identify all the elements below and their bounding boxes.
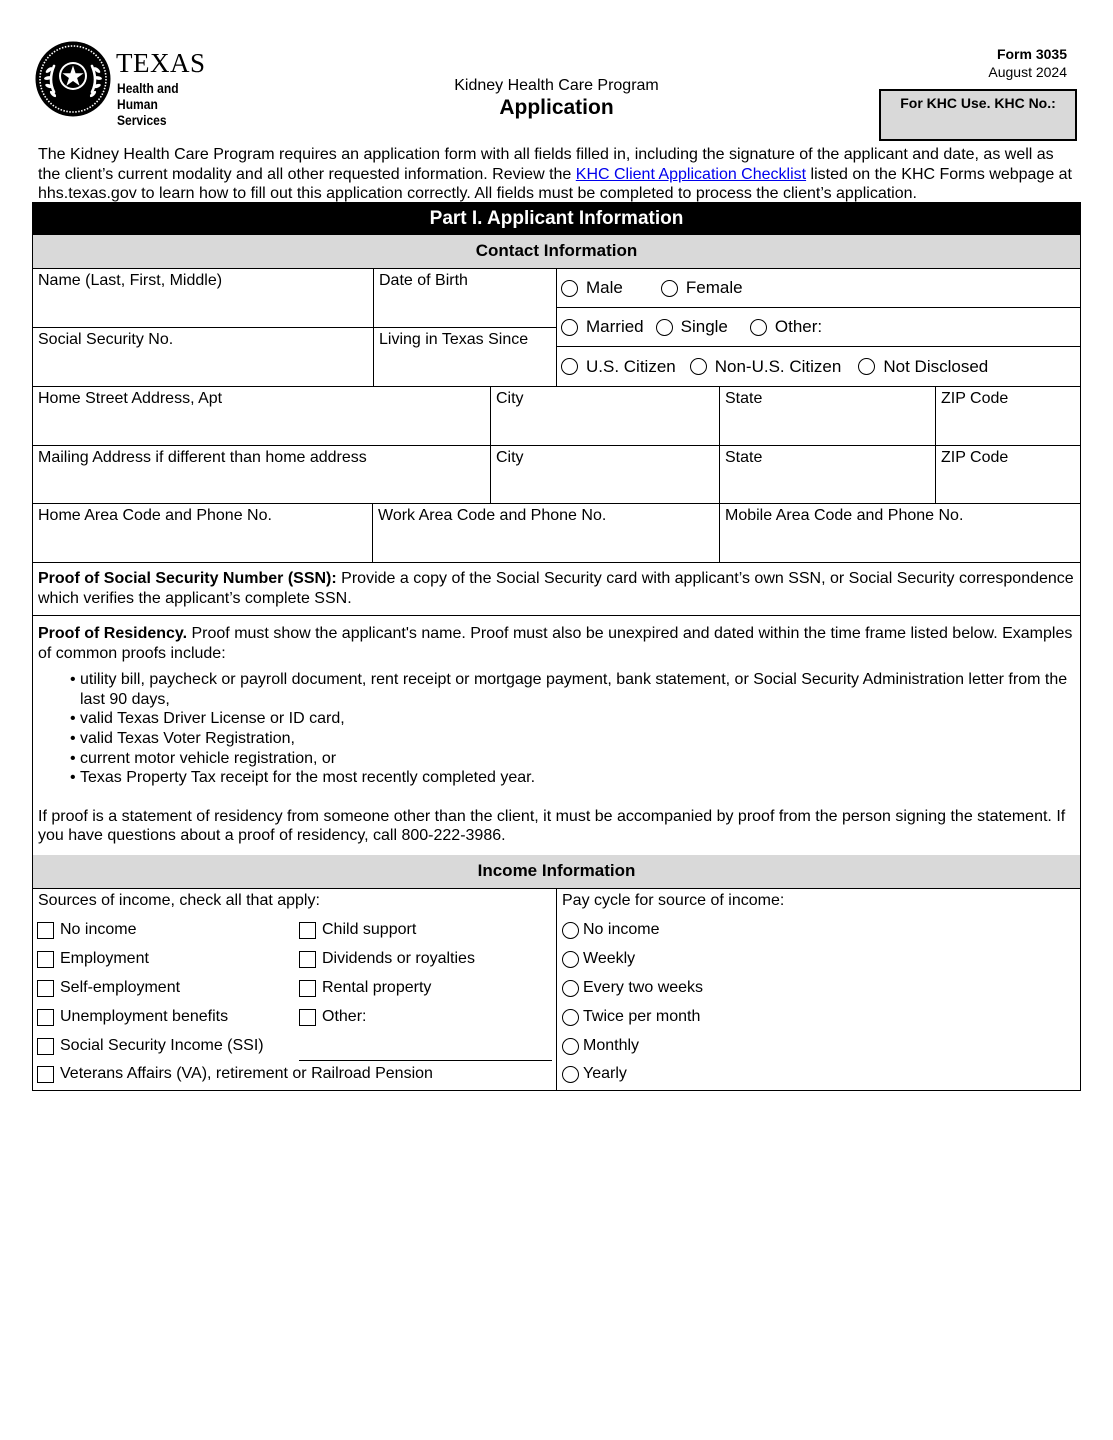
radio-icon[interactable]	[562, 922, 579, 939]
form-number: Form 3035	[996, 46, 1067, 62]
mailing-city-field[interactable]	[490, 445, 720, 504]
home-phone-label: Home Area Code and Phone No.	[38, 507, 272, 524]
checkbox-label: Social Security Income (SSI)	[60, 1037, 264, 1054]
mailing-address-label: Mailing Address if different than home address	[38, 449, 367, 466]
name-field[interactable]	[32, 268, 374, 328]
paycycle-option-twice-monthly[interactable]	[562, 1008, 700, 1026]
citizenship-option-non-us[interactable]	[690, 357, 842, 377]
page-title: Application	[499, 96, 614, 119]
marital-option-other[interactable]	[750, 317, 822, 337]
home-city-field[interactable]	[490, 386, 720, 446]
income-checkbox-ssi[interactable]	[37, 1037, 264, 1055]
state-label: State	[725, 390, 763, 407]
proof-examples-list	[38, 670, 1075, 788]
income-checkbox-self-employment[interactable]	[37, 979, 180, 997]
radio-icon[interactable]	[661, 280, 678, 297]
city-label: City	[496, 449, 524, 466]
list-item: • valid Texas Voter Registration,	[70, 729, 1075, 749]
income-checkbox-rental[interactable]	[299, 979, 431, 997]
home-state-field[interactable]	[719, 386, 936, 446]
living-since-field[interactable]	[373, 327, 557, 387]
radio-label: U.S. Citizen	[586, 356, 676, 376]
citizenship-radio-group	[556, 346, 1081, 387]
radio-icon[interactable]	[858, 358, 875, 375]
income-checkbox-other[interactable]	[299, 1008, 366, 1026]
radio-icon[interactable]	[562, 1066, 579, 1083]
checkbox-label: Rental property	[322, 979, 432, 996]
checkbox-label: Dividends or royalties	[322, 950, 475, 967]
radio-label: Male	[586, 278, 623, 297]
intro-text-2: listed on the KHC Forms webpage at hhs.texas.gov to learn how to fill out this application correctly. All fields must be completed to process the client’s application.	[38, 165, 1072, 203]
citizenship-option-not-disclosed[interactable]	[858, 357, 988, 377]
sex-option-female[interactable]	[661, 278, 743, 298]
proof-residency-heading: Proof of Residency.	[38, 625, 188, 642]
paycycle-option-weekly[interactable]	[562, 950, 635, 968]
work-phone-label: Work Area Code and Phone No.	[378, 507, 607, 524]
radio-icon[interactable]	[561, 319, 578, 336]
checkbox-label: Other:	[322, 1008, 367, 1025]
proof-residency-intro	[38, 624, 1075, 663]
checkbox-icon[interactable]	[299, 951, 316, 968]
khc-use-box	[879, 89, 1077, 141]
home-phone-field[interactable]	[32, 503, 373, 563]
work-phone-field[interactable]	[372, 503, 720, 563]
program-name: Kidney Health Care Program	[454, 77, 659, 94]
mobile-phone-field[interactable]	[719, 503, 1081, 563]
mailing-address-field[interactable]	[32, 445, 491, 504]
income-checkbox-child-support[interactable]	[299, 921, 416, 939]
logo-line-2: Health and Human	[117, 80, 179, 112]
city-label: City	[496, 390, 524, 407]
paycycle-option-yearly[interactable]	[562, 1065, 627, 1083]
radio-label: No income	[583, 921, 660, 938]
logo-line-3: Services	[117, 112, 167, 128]
radio-label: Twice per month	[583, 1008, 701, 1025]
radio-label: Single	[680, 317, 728, 336]
home-address-label: Home Street Address, Apt	[38, 390, 223, 407]
checkbox-icon[interactable]	[37, 1066, 54, 1083]
zip-label: ZIP Code	[941, 449, 1009, 466]
income-checkbox-dividends[interactable]	[299, 950, 475, 968]
list-item: • utility bill, paycheck or payroll document, rent receipt or mortgage payment, bank statement, or Social Security Administration letter from the last 90 days,	[70, 670, 1075, 709]
radio-label: Weekly	[583, 950, 636, 967]
radio-icon[interactable]	[562, 1038, 579, 1055]
radio-icon[interactable]	[750, 319, 767, 336]
income-checkbox-employment[interactable]	[37, 950, 149, 968]
checkbox-label: Unemployment benefits	[60, 1008, 229, 1025]
radio-icon[interactable]	[561, 280, 578, 297]
checkbox-icon[interactable]	[299, 1009, 316, 1026]
mailing-zip-field[interactable]	[935, 445, 1081, 504]
other-income-text-line[interactable]	[299, 1060, 552, 1061]
mailing-state-field[interactable]	[719, 445, 936, 504]
list-item: • valid Texas Driver License or ID card,	[70, 709, 1075, 729]
radio-label: Other:	[774, 317, 823, 336]
proof-ssn-text: Provide a copy of the Social Security card with applicant’s own SSN, or Social Security correspondence which verifies the applicant’s complete SSN.	[38, 570, 1074, 607]
income-info-header: Income Information	[32, 855, 1081, 888]
checkbox-icon[interactable]	[299, 980, 316, 997]
income-checkbox-no-income[interactable]	[37, 921, 136, 939]
radio-icon[interactable]	[562, 980, 579, 997]
proof-residency-section	[32, 615, 1081, 856]
checkbox-label: Veterans Affairs (VA), retirement or Railroad Pension	[60, 1065, 433, 1082]
checkbox-label: No income	[60, 921, 137, 938]
checkbox-label: Employment	[60, 950, 149, 967]
form-date: August 2024	[988, 64, 1067, 80]
paycycle-option-biweekly[interactable]	[562, 979, 703, 997]
checkbox-icon[interactable]	[299, 922, 316, 939]
radio-icon[interactable]	[561, 358, 578, 375]
name-label: Name (Last, First, Middle)	[38, 272, 223, 289]
paycycle-option-monthly[interactable]	[562, 1037, 639, 1055]
ssn-field[interactable]	[32, 327, 374, 387]
dob-field[interactable]	[373, 268, 557, 328]
paycycle-option-no-income[interactable]	[562, 921, 659, 939]
state-label: State	[725, 449, 763, 466]
radio-icon[interactable]	[562, 1009, 579, 1026]
sex-option-male[interactable]	[561, 278, 623, 298]
checkbox-icon[interactable]	[37, 980, 54, 997]
radio-label: Female	[685, 278, 743, 297]
proof-residency-text: Proof must show the applicant's name. Proof must also be unexpired and dated within the time frame listed below. Examples of common proofs include:	[38, 625, 1073, 662]
intro-paragraph	[38, 145, 1078, 204]
list-item: • current motor vehicle registration, or	[70, 749, 1075, 769]
home-zip-field[interactable]	[935, 386, 1081, 446]
radio-icon[interactable]	[656, 319, 673, 336]
zip-label: ZIP Code	[941, 390, 1009, 407]
checkbox-label: Self-employment	[60, 979, 181, 996]
sex-radio-group	[556, 268, 1081, 308]
income-sources-label: Sources of income, check all that apply:	[38, 892, 320, 909]
checkbox-icon[interactable]	[37, 1009, 54, 1026]
income-checkbox-unemployment[interactable]	[37, 1008, 228, 1026]
logo-texas-text: TEXAS	[116, 48, 206, 78]
pay-cycle-label: Pay cycle for source of income:	[562, 892, 785, 909]
checkbox-label: Child support	[322, 921, 417, 938]
radio-label: Non-U.S. Citizen	[714, 356, 842, 376]
radio-label: Every two weeks	[583, 979, 704, 996]
living-since-label: Living in Texas Since	[379, 331, 529, 348]
checkbox-icon[interactable]	[37, 1038, 54, 1055]
radio-label: Not Disclosed	[883, 356, 989, 376]
proof-residency-footer: If proof is a statement of residency from someone other than the client, it must be accompanied by proof from the person signing the statement. If you have questions about a proof of residency, call 800-222-3986.	[38, 807, 1066, 845]
marital-option-single[interactable]	[656, 317, 728, 337]
radio-label: Monthly	[583, 1037, 640, 1054]
khc-checklist-link[interactable]: KHC Client Application Checklist	[575, 165, 807, 183]
radio-label: Yearly	[583, 1065, 627, 1082]
mobile-phone-label: Mobile Area Code and Phone No.	[725, 507, 964, 524]
list-item: • Texas Property Tax receipt for the most recently completed year.	[70, 768, 1075, 788]
marital-radio-group	[556, 307, 1081, 347]
home-address-field[interactable]	[32, 386, 491, 446]
marital-option-married[interactable]	[561, 317, 644, 337]
dob-label: Date of Birth	[379, 272, 468, 289]
radio-label: Married	[586, 317, 644, 336]
radio-icon[interactable]	[562, 951, 579, 968]
checkbox-icon[interactable]	[37, 951, 54, 968]
intro-text-1: The Kidney Health Care Program requires an application form with all fields filled in, including the signature of the applicant and date, as well as the client’s current modality and all other requested information. Review the	[38, 146, 1054, 183]
contact-info-header: Contact Information	[32, 235, 1081, 268]
citizenship-option-us[interactable]	[561, 357, 676, 377]
income-checkbox-va-pension[interactable]	[37, 1065, 433, 1083]
khc-use-label: For KHC Use. KHC No.:	[900, 95, 1056, 111]
part1-header: Part I. Applicant Information	[32, 202, 1081, 235]
radio-icon[interactable]	[690, 358, 707, 375]
proof-ssn-section	[32, 562, 1081, 616]
checkbox-icon[interactable]	[37, 922, 54, 939]
proof-ssn-heading: Proof of Social Security Number (SSN):	[38, 570, 337, 587]
ssn-label: Social Security No.	[38, 331, 174, 348]
